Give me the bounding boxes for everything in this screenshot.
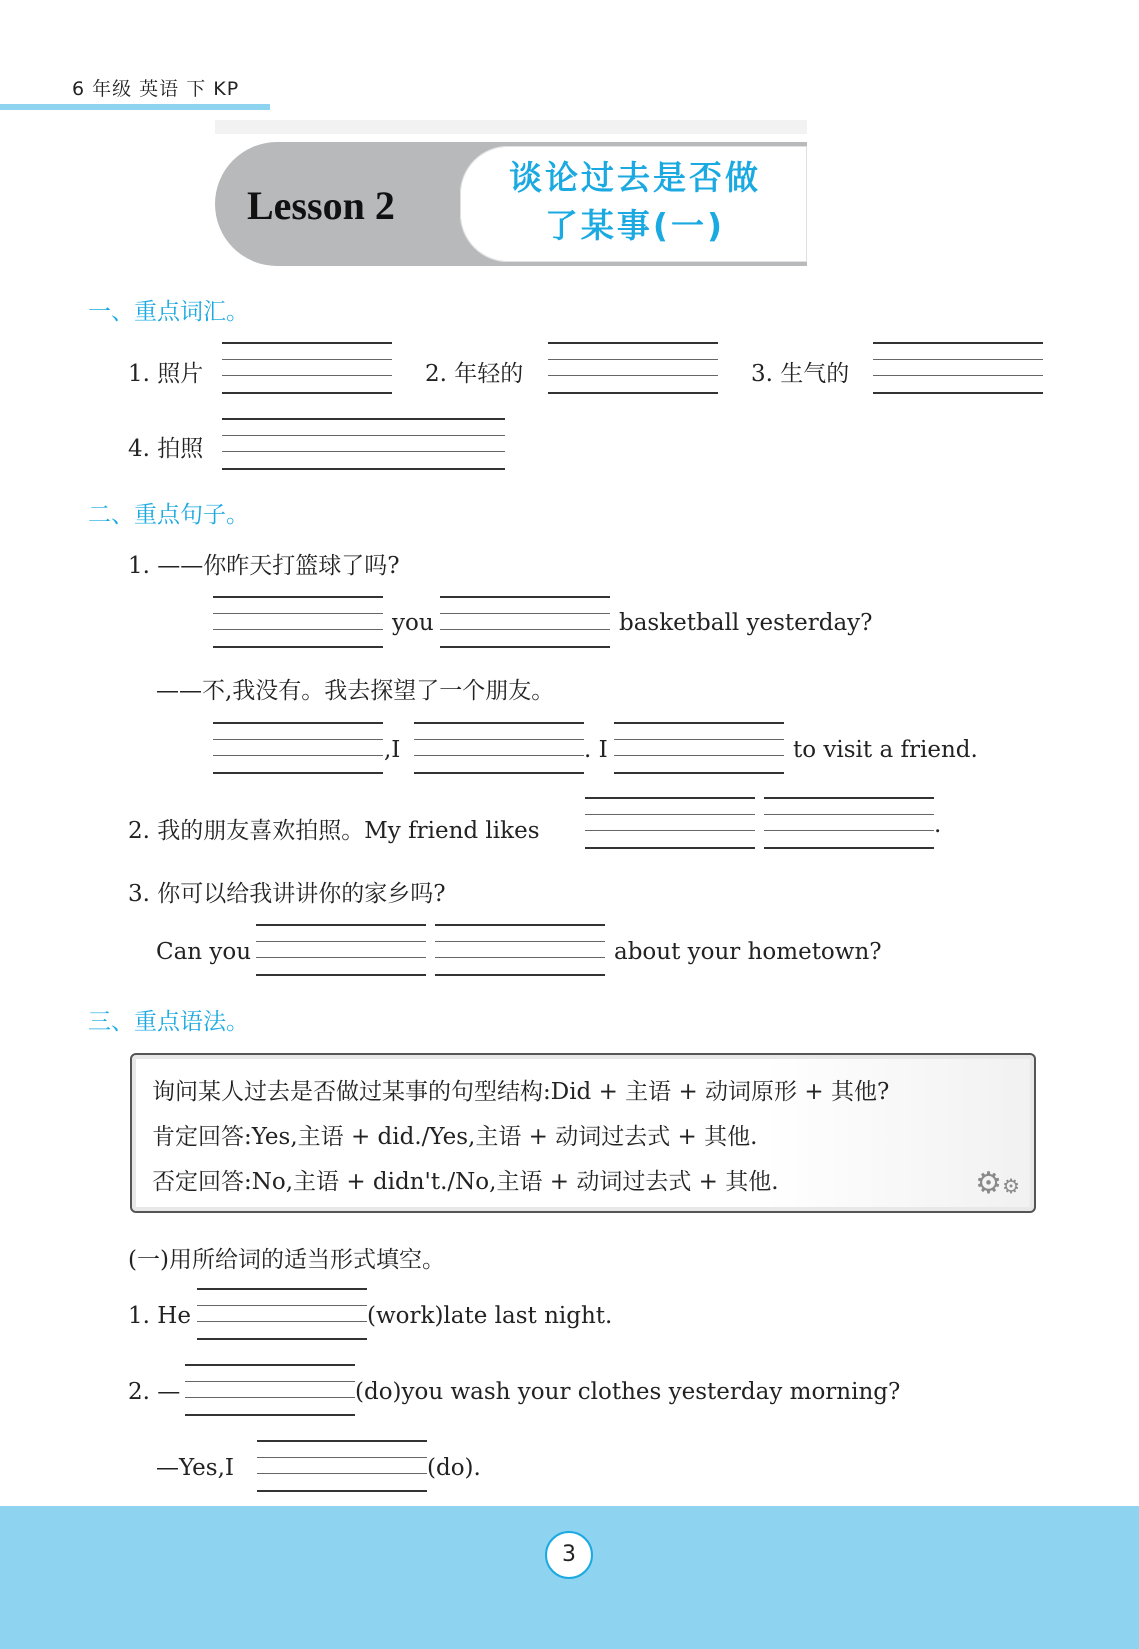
lesson-title-line2: 了某事(一) — [544, 206, 726, 245]
grammar-line-1: 询问某人过去是否做过某事的句型结构:Did + 主语 + 动词原形 + 其他? — [152, 1079, 890, 1105]
header-accent-bar — [0, 104, 270, 110]
answer-blank[interactable] — [213, 596, 383, 648]
exercise-2-start: 2. — — [128, 1379, 181, 1405]
answer-blank[interactable] — [585, 797, 755, 849]
sentence-2-end: . — [934, 812, 942, 838]
answer-blank[interactable] — [222, 418, 505, 470]
sentence-1-question-cn: 1. ——你昨天打篮球了吗? — [128, 553, 400, 579]
grammar-line-2: 肯定回答:Yes,主语 + did./Yes,主语 + 动词过去式 + 其他. — [152, 1124, 758, 1150]
grammar-box — [130, 1053, 1036, 1213]
exercise-3-end: (do). — [427, 1455, 481, 1481]
grammar-line-3: 否定回答:No,主语 + didn't./No,主语 + 动词过去式 + 其他. — [152, 1169, 779, 1195]
sentence-3-end: about your hometown? — [614, 939, 882, 965]
page-number: 3 — [545, 1531, 593, 1579]
section-grammar-heading: 三、重点语法。 — [88, 1009, 249, 1035]
sentence-3-question-cn: 3. 你可以给我讲讲你的家乡吗? — [128, 881, 446, 907]
vocab-item-4: 4. 拍照 — [128, 436, 204, 462]
answer-blank[interactable] — [873, 342, 1043, 394]
answer-blank[interactable] — [185, 1364, 355, 1416]
sentence-3-start: Can you — [156, 939, 252, 965]
sentence-1-comma-i: ,I — [384, 737, 401, 763]
vocab-item-1: 1. 照片 — [128, 361, 204, 387]
section-vocab-heading: 一、重点词汇。 — [88, 299, 249, 325]
vocab-item-3: 3. 生气的 — [751, 361, 850, 387]
lesson-number: Lesson 2 — [247, 183, 395, 228]
sentence-1-answer-cn: ——不,我没有。我去探望了一个朋友。 — [156, 678, 555, 704]
exercise-1-end: (work)late last night. — [367, 1303, 613, 1329]
exercise-3-start: —Yes,I — [156, 1455, 234, 1481]
exercise-title: (一)用所给词的适当形式填空。 — [128, 1247, 445, 1273]
exercise-1-start: 1. He — [128, 1303, 191, 1329]
lesson-banner — [215, 120, 807, 268]
answer-blank[interactable] — [614, 722, 784, 774]
lesson-title — [485, 154, 785, 250]
sentence-2: 2. 我的朋友喜欢拍照。My friend likes — [128, 818, 540, 844]
vocab-item-2: 2. 年轻的 — [425, 361, 524, 387]
running-header: 6 年级 英语 下 KP — [72, 78, 240, 100]
sentence-1-dot-i: . I — [584, 737, 608, 763]
exercise-2-end: (do)you wash your clothes yesterday morning? — [355, 1379, 901, 1405]
answer-blank[interactable] — [222, 342, 392, 394]
lesson-title-line1: 谈论过去是否做 — [509, 158, 761, 197]
sentence-1-answer-end: to visit a friend. — [793, 737, 978, 763]
sentence-1-you: you — [392, 610, 434, 636]
answer-blank[interactable] — [440, 596, 610, 648]
answer-blank[interactable] — [548, 342, 718, 394]
answer-blank[interactable] — [414, 722, 584, 774]
answer-blank[interactable] — [256, 924, 426, 976]
answer-blank[interactable] — [764, 797, 934, 849]
answer-blank[interactable] — [197, 1288, 367, 1340]
gear-icon: ⚙⚙ — [975, 1166, 1020, 1201]
answer-blank[interactable] — [257, 1440, 427, 1492]
banner-top-strip — [215, 120, 807, 134]
answer-blank[interactable] — [435, 924, 605, 976]
sentence-1-end: basketball yesterday? — [619, 610, 873, 636]
section-sentences-heading: 二、重点句子。 — [88, 502, 249, 528]
answer-blank[interactable] — [213, 722, 383, 774]
